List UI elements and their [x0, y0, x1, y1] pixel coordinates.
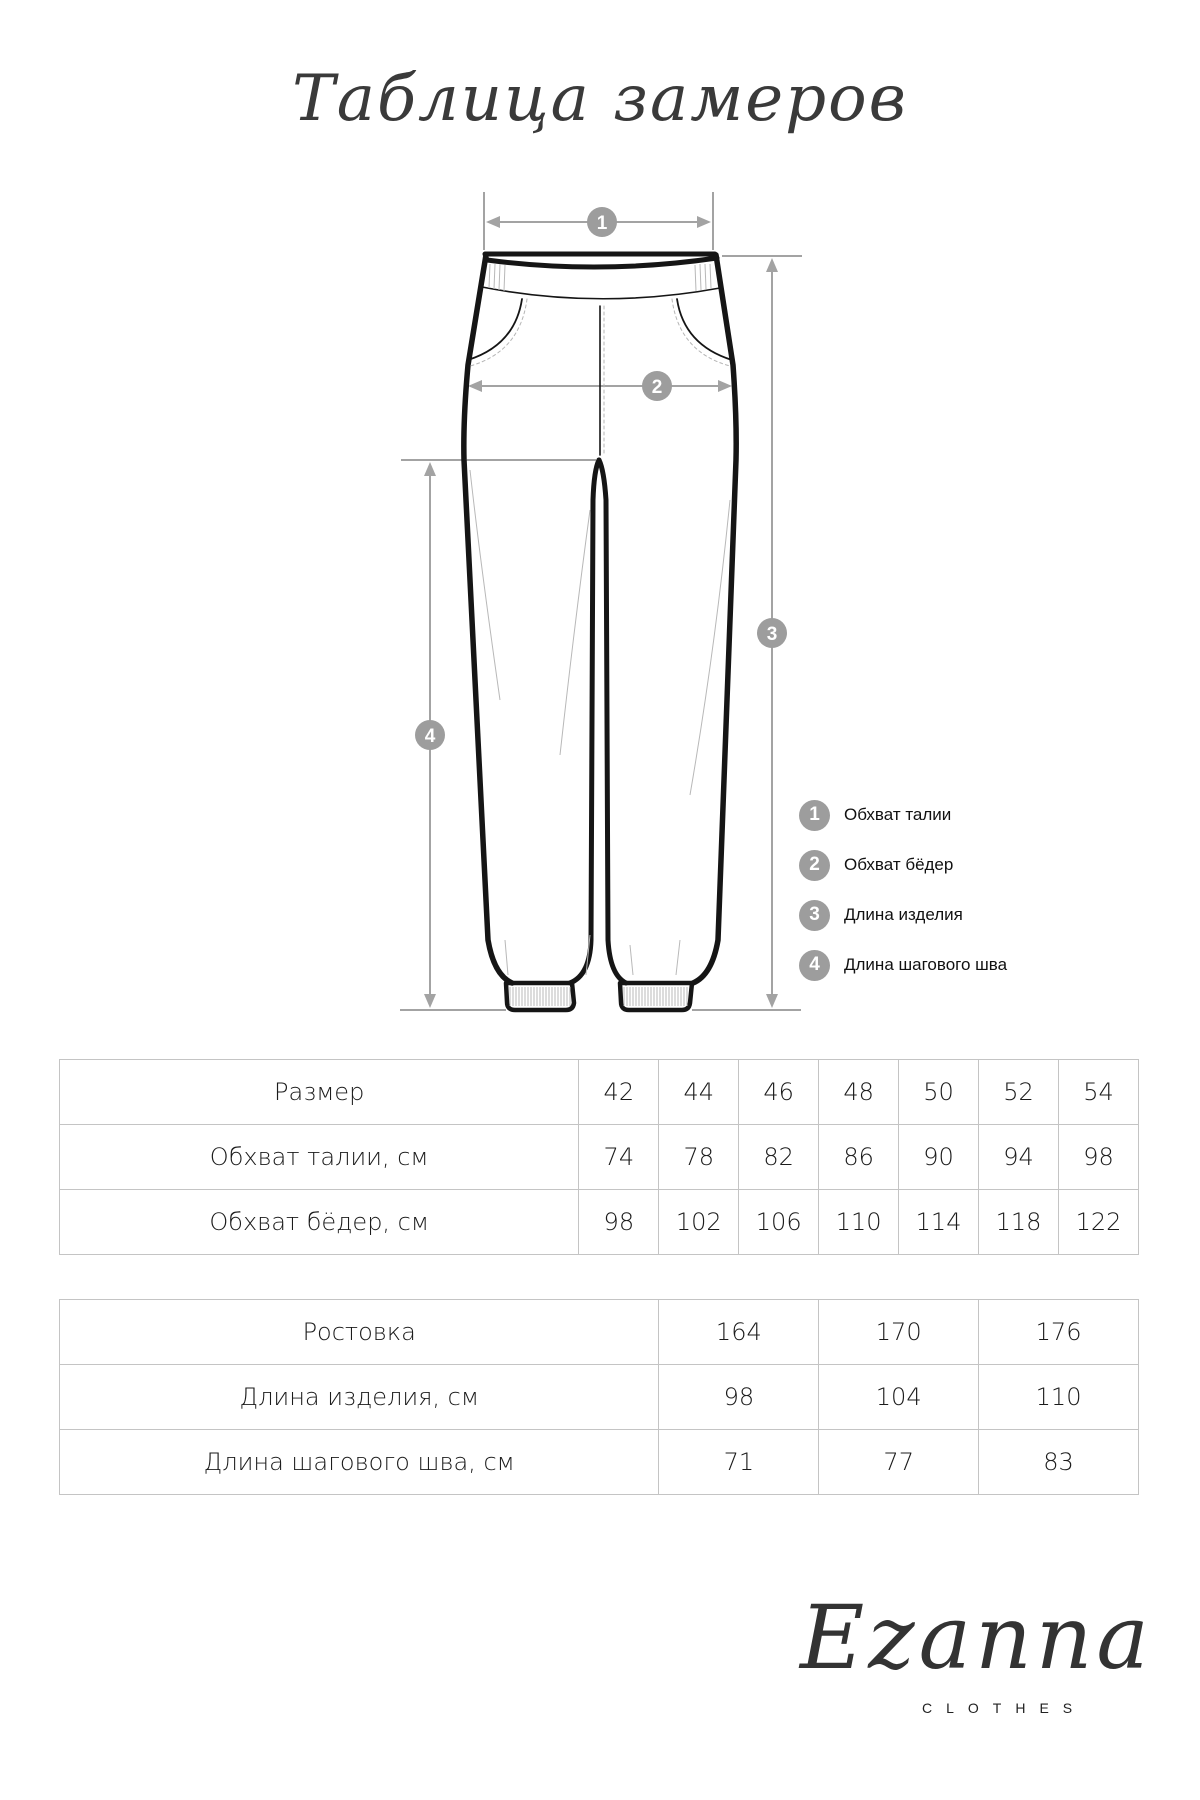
- table-cell: 74: [579, 1125, 659, 1190]
- marker-4: [415, 720, 445, 750]
- table-cell: 98: [1058, 1125, 1138, 1190]
- table-row: [60, 1190, 1139, 1255]
- svg-text:4: 4: [424, 726, 436, 747]
- legend-item: [799, 940, 1007, 990]
- table-cell: 106: [739, 1190, 819, 1255]
- table-cell: 42: [579, 1060, 659, 1125]
- table-cell: 48: [819, 1060, 899, 1125]
- table-cell: 46: [739, 1060, 819, 1125]
- pants-outline: [464, 254, 736, 1010]
- marker-1: [587, 207, 617, 237]
- marker-3: [757, 618, 787, 648]
- svg-text:1: 1: [596, 213, 608, 234]
- left-leg-outer: [464, 255, 512, 983]
- arrow-left-icon: [486, 216, 500, 228]
- arrow-right-icon: [718, 380, 732, 392]
- size-table: [59, 1059, 1139, 1255]
- table-cell: 78: [659, 1125, 739, 1190]
- table-cell: 86: [819, 1125, 899, 1190]
- waistband-seam: [482, 287, 720, 299]
- arrow-right-icon: [697, 216, 711, 228]
- measurement-legend: [799, 790, 1007, 990]
- arrow-up-icon: [424, 462, 436, 476]
- table-row: [60, 1060, 1139, 1125]
- table-cell: 82: [739, 1125, 819, 1190]
- legend-item: [799, 840, 1007, 890]
- legend-number-badge: 1: [799, 800, 830, 831]
- table-cell: 164: [659, 1300, 819, 1365]
- legend-label: Обхват талии: [844, 805, 952, 824]
- table-cell: 176: [979, 1300, 1139, 1365]
- table-cell: 71: [659, 1430, 819, 1495]
- table-cell: 52: [979, 1060, 1059, 1125]
- table-cell: 94: [979, 1125, 1059, 1190]
- table-row: [60, 1125, 1139, 1190]
- svg-text:3: 3: [766, 624, 778, 645]
- table-row: [60, 1300, 1139, 1365]
- arrow-left-icon: [468, 380, 482, 392]
- row-label: Длина изделия, см: [60, 1365, 659, 1430]
- row-label: Размер: [60, 1060, 579, 1125]
- arrow-heads: [424, 216, 778, 1008]
- arrow-up-icon: [766, 258, 778, 272]
- arrow-down-icon: [424, 994, 436, 1008]
- table-cell: 44: [659, 1060, 739, 1125]
- table-cell: 98: [659, 1365, 819, 1430]
- height-table: [59, 1299, 1139, 1495]
- left-leg-inner: [570, 460, 599, 983]
- table-row: [60, 1430, 1139, 1495]
- logo-wordmark: Ezanna: [800, 1586, 1153, 1689]
- legend-number-badge: 4: [799, 950, 830, 981]
- waistband-top: [485, 254, 717, 267]
- table-cell: 90: [899, 1125, 979, 1190]
- legend-label: Обхват бёдер: [844, 855, 954, 874]
- legend-item: [799, 790, 1007, 840]
- row-label: Длина шагового шва, см: [60, 1430, 659, 1495]
- legend-number-badge: 2: [799, 850, 830, 881]
- cuff-ribbing: [510, 987, 687, 1006]
- table-cell: 102: [659, 1190, 739, 1255]
- table-cell: 104: [819, 1365, 979, 1430]
- table-cell: 122: [1058, 1190, 1138, 1255]
- arrow-down-icon: [766, 994, 778, 1008]
- measure-lines: [400, 192, 802, 1010]
- table-cell: 110: [819, 1190, 899, 1255]
- row-label: Обхват талии, см: [60, 1125, 579, 1190]
- right-leg-outer: [693, 255, 736, 983]
- svg-text:2: 2: [651, 377, 663, 398]
- table-cell: 50: [899, 1060, 979, 1125]
- legend-number-badge: 3: [799, 900, 830, 931]
- row-label: Ростовка: [60, 1300, 659, 1365]
- table-cell: 110: [979, 1365, 1139, 1430]
- table-cell: 118: [979, 1190, 1059, 1255]
- legend-item: [799, 890, 1007, 940]
- table-cell: 170: [819, 1300, 979, 1365]
- legend-label: Длина шагового шва: [844, 955, 1008, 974]
- table-cell: 83: [979, 1430, 1139, 1495]
- row-label: Обхват бёдер, см: [60, 1190, 579, 1255]
- marker-2: [642, 371, 672, 401]
- brand-logo: [770, 1586, 1153, 1750]
- right-leg-inner: [599, 460, 626, 983]
- table-cell: 77: [819, 1430, 979, 1495]
- legend-label: Длина изделия: [844, 905, 963, 924]
- table-cell: 54: [1058, 1060, 1138, 1125]
- table-row: [60, 1365, 1139, 1430]
- logo-tagline: CLOTHES: [922, 1700, 1087, 1716]
- page-title: Таблица замеров: [292, 62, 908, 136]
- table-cell: 114: [899, 1190, 979, 1255]
- table-cell: 98: [579, 1190, 659, 1255]
